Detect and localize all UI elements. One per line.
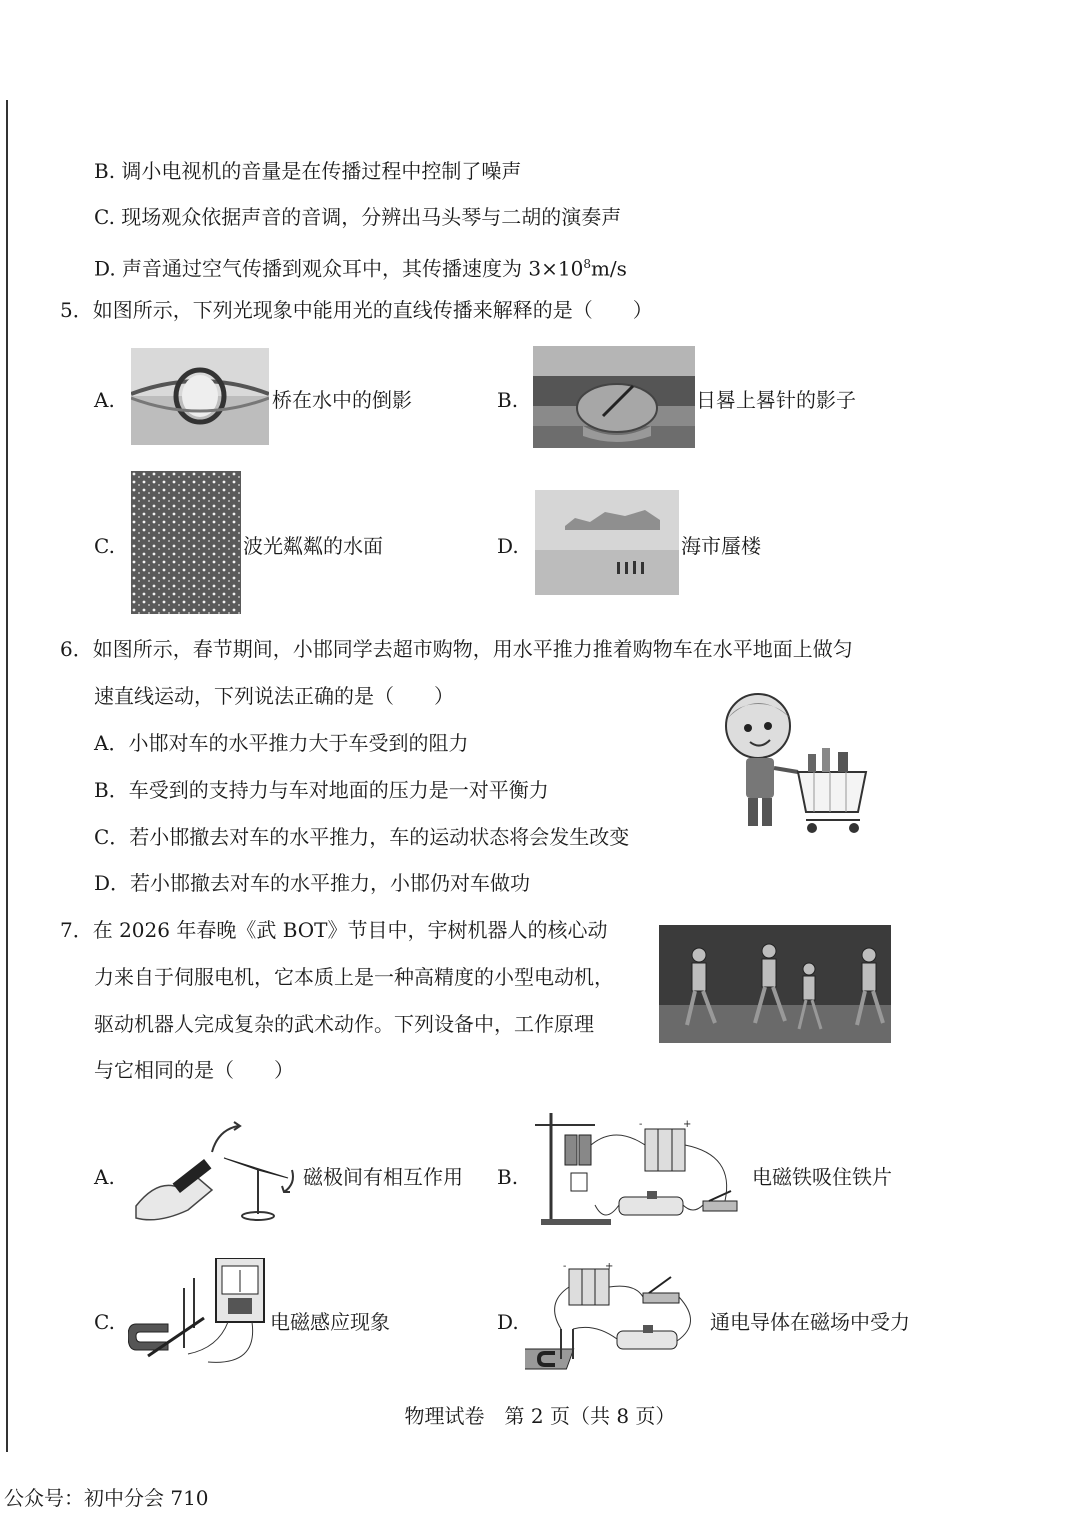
q7-option-d-caption: 通电导体在磁场中受力	[710, 1310, 910, 1334]
q5-option-d-letter: D.	[497, 534, 519, 558]
q4-option-d: D. 声音通过空气传播到观众耳中，其传播速度为 $3\times 10^8m/s$	[94, 256, 627, 281]
svg-text:+: +	[683, 1119, 692, 1130]
q5-option-a-letter: A.	[94, 388, 115, 412]
bridge-reflection-photo	[131, 348, 269, 445]
svg-text:+: +	[605, 1263, 614, 1272]
q5-option-a-caption: 桥在水中的倒影	[272, 388, 412, 412]
q7-option-a-letter: A.	[94, 1165, 115, 1189]
q7-option-b-caption: 电磁铁吸住铁片	[752, 1165, 892, 1189]
q5-option-c-caption: 波光粼粼的水面	[243, 534, 383, 558]
q4-option-c: C. 现场观众依据声音的音调，分辨出马头琴与二胡的演奏声	[94, 205, 622, 229]
q5-option-b-letter: B.	[497, 388, 519, 412]
q4-option-b: B. 调小电视机的音量是在传播过程中控制了噪声	[94, 159, 522, 183]
q6-option-b: B．车受到的支持力与车对地面的压力是一对平衡力	[94, 778, 549, 802]
current-in-magnetic-field-figure	[525, 1263, 708, 1378]
margin-rule	[6, 100, 8, 1452]
q5-option-d-caption: 海市蜃楼	[681, 534, 761, 558]
page-footer: 物理试卷 第 2 页（共 8 页）	[404, 1404, 676, 1428]
watermark-text: 公众号：初中分会 710	[4, 1486, 209, 1510]
svg-text:-: -	[563, 1263, 567, 1272]
q6-stem-line2: 速直线运动，下列说法正确的是（ ）	[94, 684, 454, 708]
q7-option-b-letter: B.	[497, 1165, 519, 1189]
q5-stem: 5．如图所示，下列光现象中能用光的直线传播来解释的是（ ）	[60, 298, 653, 322]
q7-option-d-letter: D.	[497, 1310, 519, 1334]
q6-option-a: A．小邯对车的水平推力大于车受到的阻力	[94, 731, 469, 755]
q7-option-c-caption: 电磁感应现象	[270, 1310, 390, 1334]
q5-option-b-caption: 日晷上晷针的影子	[696, 388, 856, 412]
girl-shopping-cart-illustration	[718, 688, 870, 840]
q6-stem-line1: 6．如图所示，春节期间，小邯同学去超市购物，用水平推力推着购物车在水平地面上做匀	[60, 637, 853, 661]
q5-option-c-letter: C.	[94, 534, 115, 558]
q7-stem-line2: 力来自于伺服电机，它本质上是一种高精度的小型电动机，	[94, 965, 614, 989]
q7-stem-line3: 驱动机器人完成复杂的武术动作。下列设备中，工作原理	[94, 1012, 594, 1036]
q7-stem-line1: 7．在 2026 年春晚《武 BOT》节目中，宇树机器人的核心动	[60, 918, 608, 942]
q7-stem-line4: 与它相同的是（ ）	[94, 1058, 294, 1082]
q6-option-c: C．若小邯撤去对车的水平推力，车的运动状态将会发生改变	[94, 825, 630, 849]
sparkling-water-photo	[131, 471, 241, 614]
svg-text:-: -	[639, 1119, 643, 1130]
electromagnet-circuit-figure	[535, 1105, 749, 1230]
robot-performance-photo	[659, 925, 891, 1043]
sundial-photo	[533, 346, 695, 448]
q7-option-c-letter: C.	[94, 1310, 115, 1334]
mirage-photo	[535, 490, 679, 595]
q6-option-d: D．若小邯撤去对车的水平推力，小邯仍对车做功	[94, 871, 531, 895]
electromagnetic-induction-figure	[128, 1258, 268, 1370]
magnet-compass-figure	[128, 1118, 300, 1228]
q7-option-a-caption: 磁极间有相互作用	[303, 1165, 463, 1189]
